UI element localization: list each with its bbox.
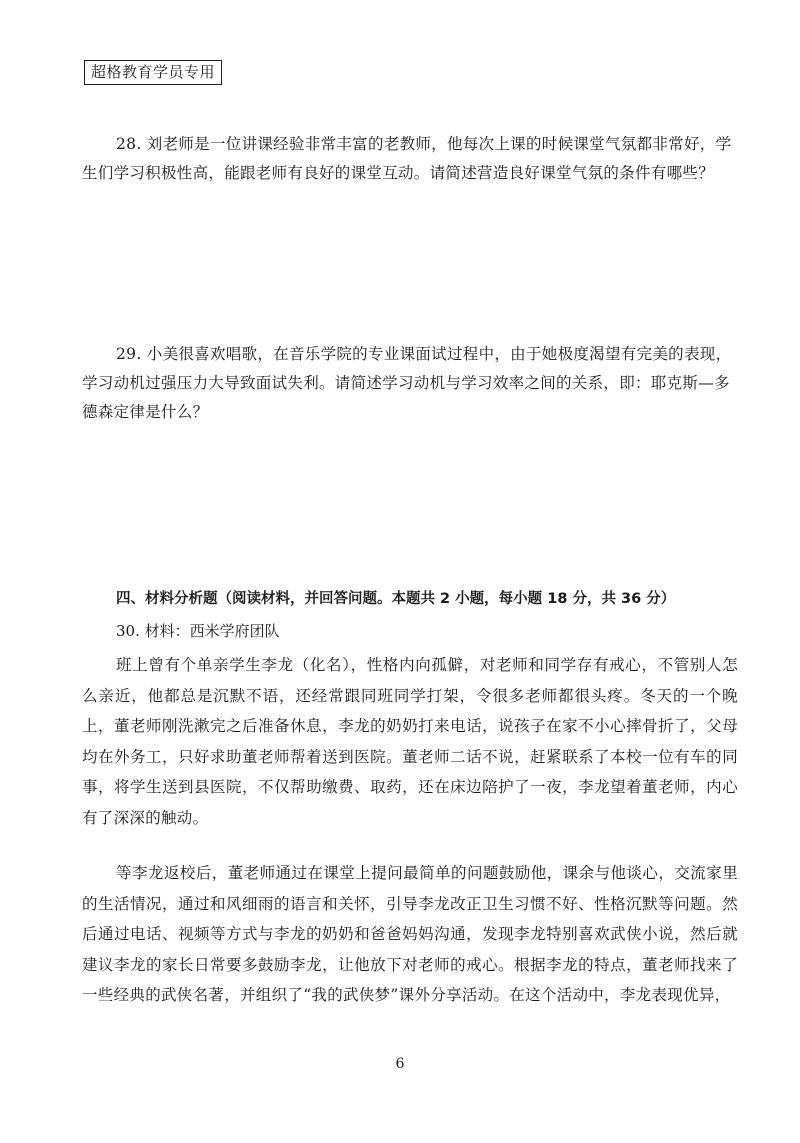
question-28: 28. 刘老师是一位讲课经验非常丰富的老教师，他每次上课的时候课堂气氛都非常好，学生们学习积极性高，能跟老师有良好的课堂互动。请简述营造良好课堂气氛的条件有哪些？ [82,135,732,182]
header-tag: 超格教育学员专用 [84,60,222,85]
section-title: 四、材料分析题（阅读材料，并回答问题。本题共 2 小题，每小题 18 分，共 36 分） [116,591,676,607]
material-paragraph-2: 等李龙返校后，董老师通过在课堂上提问最简单的问题鼓励他，课余与他谈心，交流家里的生活情况，通过和风细雨的语言和关怀，引导李龙改正卫生习惯不好、性格沉默等问题。然后通过电话、视频等方式与李龙的奶奶和爸爸妈妈沟通，发现李龙特别喜欢武侠小说，然后就建议李龙的家长日常要多鼓励李龙，让他放下对老师的戒心。根据李龙的特点，董老师找来了一些经典的武侠名著，并组织了“我的武侠梦”课外分享活动。在这个活动中，李龙表现优异， [82,864,738,1004]
material-label: 30. 材料：西米学府团队 [116,622,280,640]
material-paragraph-1: 班上曾有个单亲学生李龙（化名），性格内向孤僻，对老师和同学存有戒心，不管别人怎么亲近，他都总是沉默不语，还经常跟同班同学打架，令很多老师都很头疼。冬天的一个晚上，董老师刚洗漱完之后准备休息，李龙的奶奶打来电话，说孩子在家不小心摔骨折了，父母均在外务工，只好求助董老师帮着送到医院。董老师二话不说，赶紧联系了本校一位有车的同事，将学生送到县医院，不仅帮助缴费、取药，还在床边陪护了一夜，李龙望着董老师，内心有了深深的触动。 [82,656,738,827]
page-number: 6 [395,1056,405,1072]
question-29: 29. 小美很喜欢唱歌，在音乐学院的专业课面试过程中，由于她极度渴望有完美的表现，学习动机过强压力大导致面试失利。请简述学习动机与学习效率之间的关系，即：耶克斯—多德森定律是什么？ [82,345,732,421]
